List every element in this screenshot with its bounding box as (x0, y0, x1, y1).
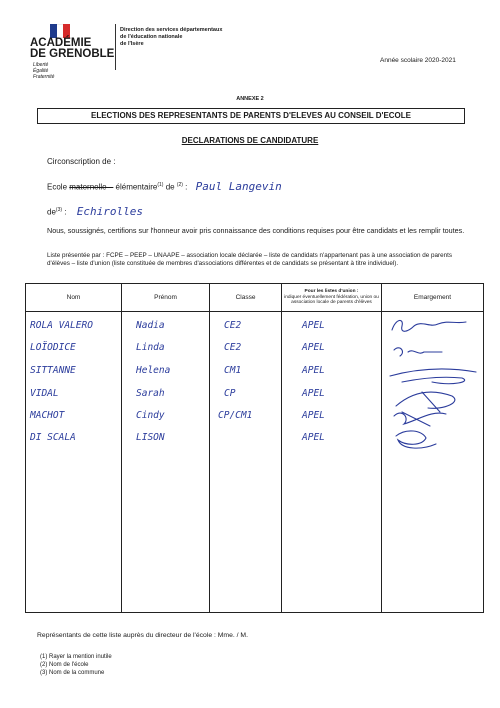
prenom-row-2: Linda (136, 342, 165, 353)
prenom-row-6: LISON (136, 432, 165, 443)
ref-3: (3) (55, 207, 63, 213)
union-column (282, 312, 382, 613)
commune-name: Echirolles (76, 204, 143, 218)
signature-2-icon (394, 348, 442, 356)
union-title: Pour les listes d'union : (304, 289, 359, 295)
commune-line (47, 205, 143, 218)
signature-5-icon (394, 412, 446, 426)
representatives-line: Représentants de cette liste auprès du directeur de l'école : Mme. / M. (37, 632, 248, 639)
logo-line-1: ACADÉMIE (30, 37, 92, 49)
commune-label: de (47, 207, 56, 217)
signature-1-icon (392, 320, 466, 331)
subtitle: DECLARATIONS DE CANDIDATURE (181, 136, 319, 145)
motto-fraternite: Fraternité (33, 74, 55, 80)
prenom-row-3: Helena (136, 365, 171, 376)
footnote-3: (3) Nom de la commune (40, 670, 105, 676)
header-nom: Nom (26, 284, 122, 312)
footnote-2: (2) Nom de l'école (40, 662, 89, 668)
logo-line-2: DE GRENOBLE (30, 48, 115, 60)
motto-liberte: Liberté (33, 62, 49, 68)
classe-row-2: CE2 (224, 342, 242, 353)
ecole-line (47, 180, 282, 193)
classe-row-4: CP (224, 388, 236, 399)
maternelle-struck: maternelle – (69, 182, 114, 192)
union-row-3: APEL (302, 365, 325, 376)
circonscription-label: Circonscription de : (47, 157, 116, 166)
listes-text: Liste présentée par : FCPE – PEEP – UNAAPE – association locale déclarée – liste de candidats n'appartenant pas à une association de parents d'élèves – liste d'union (liste constituée de membres d'associations différentes et de candidats se présentant à titre individuel). (47, 252, 453, 267)
commune-colon: : (62, 207, 67, 217)
ref-1: (1) (157, 182, 164, 188)
classe-row-3: CM1 (224, 365, 242, 376)
academie-logo (30, 38, 114, 60)
union-row-1: APEL (302, 320, 325, 331)
candidates-table (25, 283, 484, 613)
union-row-6: APEL (302, 432, 325, 443)
ecole-label: Ecole (47, 182, 68, 192)
certify-text: Nous, soussignés, certifions sur l'honneur avoir pris connaissance des conditions requises pour être candidats et les remplir toutes. (47, 226, 465, 235)
school-name: Paul Langevin (195, 179, 282, 193)
elementaire-label: élémentaire (115, 182, 158, 192)
main-title: ELECTIONS DES REPRESENTANTS DE PARENTS D'ELEVES AU CONSEIL D'ECOLE (37, 108, 465, 124)
table-header-row (26, 284, 484, 312)
table-body-row (26, 312, 484, 613)
nom-row-6: DI SCALA (30, 432, 76, 443)
header-divider (115, 24, 116, 70)
signatures-drawing (382, 312, 482, 462)
signature-3-icon (390, 369, 476, 384)
direction-block (120, 27, 250, 48)
header-emargement: Emargement (382, 284, 484, 312)
motto-egalite: Égalité (33, 68, 49, 74)
footnotes (40, 653, 112, 677)
nom-row-1: ROLA VALERO (30, 320, 93, 331)
nom-row-2: LOÏODICE (30, 342, 76, 353)
union-detail: indiquer éventuellement fédération, union ou association locale de parents d'élèves (284, 294, 379, 306)
nom-row-3: SITTANNE (30, 365, 76, 376)
direction-line-3: de l'Isère (120, 41, 144, 47)
motto (33, 62, 54, 80)
header-classe: Classe (210, 284, 282, 312)
school-year: Année scolaire 2020-2021 (380, 57, 456, 64)
union-row-4: APEL (302, 388, 325, 399)
direction-line-2: de l'éducation nationale (120, 34, 183, 40)
header-prenom: Prénom (122, 284, 210, 312)
emargement-column (382, 312, 484, 613)
classe-row-5: CP/CM1 (218, 410, 253, 421)
nom-column (26, 312, 122, 613)
prenom-column (122, 312, 210, 613)
signature-4-icon (396, 392, 455, 412)
prenom-row-4: Sarah (136, 388, 165, 399)
nom-row-4: VIDAL (30, 388, 59, 399)
republique-flag-icon (50, 24, 70, 38)
nom-row-5: MACHOT (30, 410, 65, 421)
prenom-row-1: Nadia (136, 320, 165, 331)
union-row-5: APEL (302, 410, 325, 421)
footnote-1: (1) Rayer la mention inutile (40, 654, 112, 660)
signature-6-icon (396, 431, 436, 448)
union-row-2: APEL (302, 342, 325, 353)
colon: : (182, 182, 188, 192)
direction-line-1: Direction des services départementaux (120, 27, 223, 33)
classe-row-1: CE2 (224, 320, 242, 331)
prenom-row-5: Cindy (136, 410, 165, 421)
classe-column (210, 312, 282, 613)
header-union (282, 284, 382, 312)
ref-2: (2) (176, 182, 183, 188)
annexe-label: ANNEXE 2 (236, 96, 264, 102)
de-label: de (165, 182, 175, 192)
